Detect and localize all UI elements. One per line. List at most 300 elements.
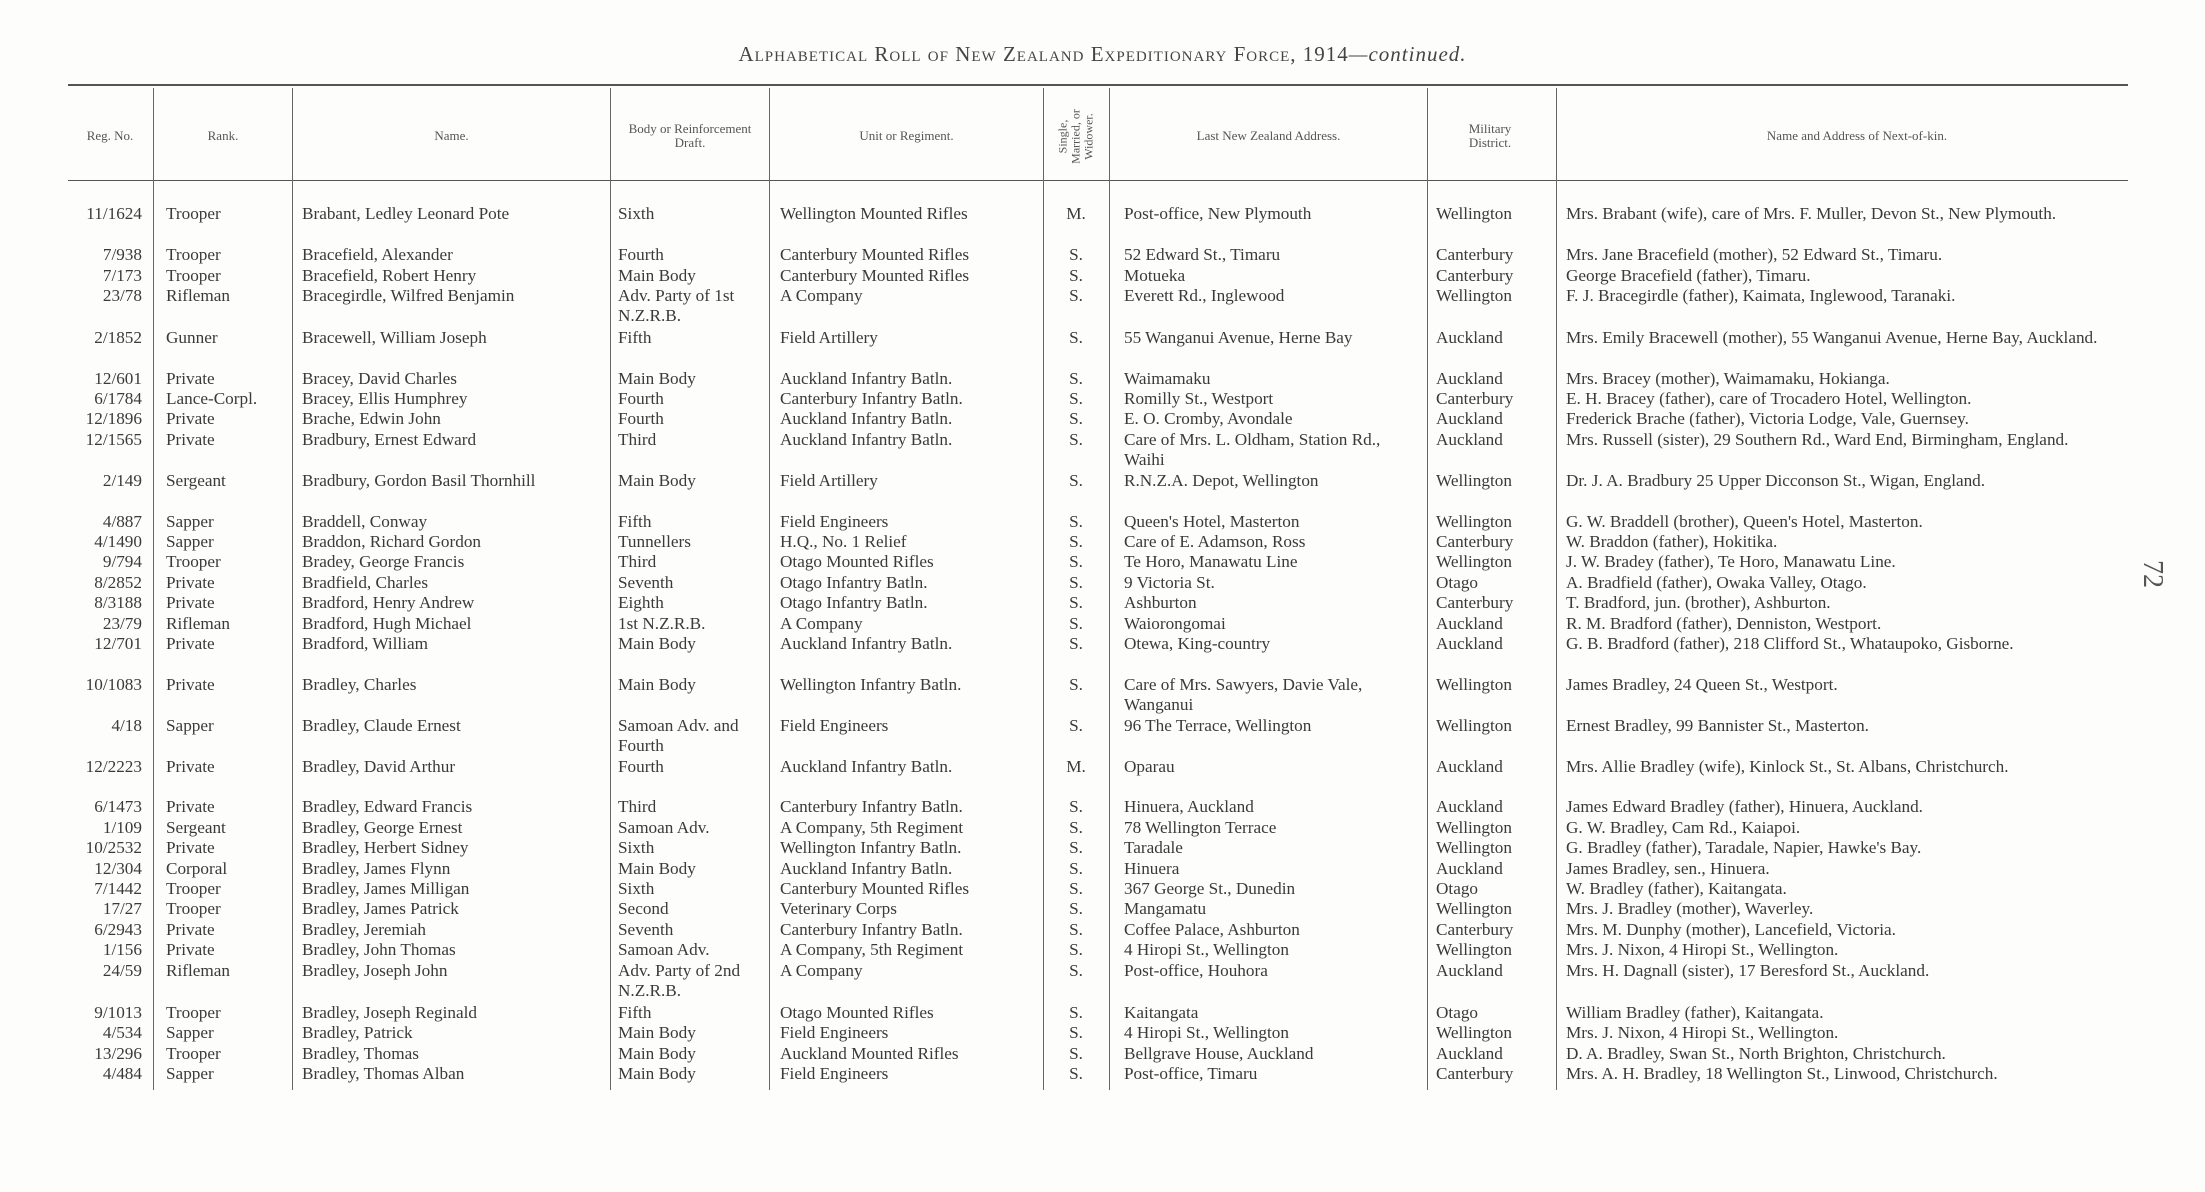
cell-reg-no: 4/484 xyxy=(102,1064,142,1083)
cell-address: Romilly St., Westport xyxy=(1124,389,1274,408)
cell-body-draft: Sixth xyxy=(618,879,655,898)
cell-rank: Trooper xyxy=(166,266,221,285)
table-row xyxy=(0,1003,2205,1023)
cell-reg-no: 12/601 xyxy=(94,369,142,388)
cell-name: Bradford, Henry Andrew xyxy=(302,593,475,612)
cell-unit: Wellington Mounted Rifles xyxy=(780,204,968,223)
cell-marital: S. xyxy=(1069,266,1083,285)
cell-body-draft: 1st N.Z.R.B. xyxy=(618,614,706,633)
cell-district: Wellington xyxy=(1436,675,1512,694)
cell-unit: Field Engineers xyxy=(780,1064,889,1083)
cell-next-of-kin: G. W. Bradley, Cam Rd., Kaiapoi. xyxy=(1566,818,1801,837)
cell-unit: A Company, 5th Regiment xyxy=(780,940,964,959)
cell-unit: Canterbury Infantry Batln. xyxy=(780,797,963,816)
cell-body-draft: Sixth xyxy=(618,838,655,857)
cell-rank: Rifleman xyxy=(166,961,230,980)
cell-marital: M. xyxy=(1066,204,1086,223)
table-row xyxy=(0,899,2205,919)
cell-next-of-kin: G. Bradley (father), Taradale, Napier, Hawke's Bay. xyxy=(1566,838,1922,857)
cell-marital: S. xyxy=(1069,286,1083,305)
cell-body-draft: Main Body xyxy=(618,471,696,490)
cell-name: Bradley, David Arthur xyxy=(302,757,456,776)
cell-unit: Auckland Mounted Rifles xyxy=(780,1044,959,1063)
cell-address: Ashburton xyxy=(1124,593,1197,612)
cell-unit: H.Q., No. 1 Relief xyxy=(780,532,907,551)
cell-name: Bradley, Thomas xyxy=(302,1044,419,1063)
cell-address: Post-office, New Plymouth xyxy=(1124,204,1312,223)
cell-district: Wellington xyxy=(1436,286,1512,305)
cell-unit: Canterbury Infantry Batln. xyxy=(780,389,963,408)
table-row xyxy=(0,573,2205,593)
cell-marital: S. xyxy=(1069,634,1083,653)
cell-district: Wellington xyxy=(1436,552,1512,571)
cell-reg-no: 6/1473 xyxy=(94,797,142,816)
cell-name: Bracewell, William Joseph xyxy=(302,328,487,347)
cell-body-draft: Samoan Adv. xyxy=(618,818,710,837)
cell-district: Otago xyxy=(1436,1003,1479,1022)
cell-district: Auckland xyxy=(1436,859,1503,878)
cell-reg-no: 8/2852 xyxy=(94,573,142,592)
cell-rank: Private xyxy=(166,675,215,694)
cell-marital: S. xyxy=(1069,838,1083,857)
cell-rank: Private xyxy=(166,634,215,653)
cell-district: Canterbury xyxy=(1436,532,1514,551)
table-row xyxy=(0,757,2205,777)
cell-name: Bradley, Claude Ernest xyxy=(302,716,461,735)
header-name: Name. xyxy=(434,128,469,143)
cell-next-of-kin: Mrs. J. Nixon, 4 Hiropi St., Wellington. xyxy=(1566,940,1839,959)
table-row xyxy=(0,838,2205,858)
cell-address: Care of Mrs. Sawyers, Davie Vale, Wanganui xyxy=(1124,675,1363,714)
cell-rank: Trooper xyxy=(166,899,221,918)
cell-marital: S. xyxy=(1069,409,1083,428)
table-row xyxy=(0,961,2205,1000)
cell-rank: Private xyxy=(166,430,215,449)
table-row xyxy=(0,1064,2205,1084)
cell-next-of-kin: Mrs. Bracey (mother), Waimamaku, Hokianga. xyxy=(1566,369,1890,388)
cell-reg-no: 4/1490 xyxy=(94,532,142,551)
cell-next-of-kin: G. W. Braddell (brother), Queen's Hotel, Masterton. xyxy=(1566,512,1923,531)
cell-marital: S. xyxy=(1069,920,1083,939)
cell-next-of-kin: James Edward Bradley (father), Hinuera, Auckland. xyxy=(1566,797,1923,816)
cell-next-of-kin: D. A. Bradley, Swan St., North Brighton, Christchurch. xyxy=(1566,1044,1946,1063)
cell-district: Canterbury xyxy=(1436,1064,1514,1083)
cell-reg-no: 6/1784 xyxy=(94,389,142,408)
cell-reg-no: 2/149 xyxy=(102,471,142,490)
cell-body-draft: Main Body xyxy=(618,266,696,285)
cell-marital: S. xyxy=(1069,899,1083,918)
header-marital: Single, Married, or Widower. xyxy=(1055,108,1096,164)
cell-reg-no: 1/156 xyxy=(102,940,142,959)
cell-body-draft: Main Body xyxy=(618,634,696,653)
cell-address: 9 Victoria St. xyxy=(1124,573,1215,592)
cell-next-of-kin: R. M. Bradford (father), Denniston, Westport. xyxy=(1566,614,1882,633)
cell-marital: S. xyxy=(1069,573,1083,592)
cell-district: Auckland xyxy=(1436,797,1503,816)
cell-name: Brabant, Ledley Leonard Pote xyxy=(302,204,510,223)
cell-reg-no: 8/3188 xyxy=(94,593,142,612)
cell-unit: Canterbury Mounted Rifles xyxy=(780,879,970,898)
table-row xyxy=(0,940,2205,960)
cell-address: Otewa, King-country xyxy=(1124,634,1271,653)
cell-reg-no: 9/1013 xyxy=(94,1003,142,1022)
table-row xyxy=(0,634,2205,654)
cell-reg-no: 6/2943 xyxy=(94,920,142,939)
cell-rank: Sergeant xyxy=(166,818,226,837)
cell-reg-no: 7/1442 xyxy=(94,879,142,898)
cell-next-of-kin: Mrs. A. H. Bradley, 18 Wellington St., Linwood, Christchurch. xyxy=(1566,1064,1998,1083)
cell-address: Post-office, Houhora xyxy=(1124,961,1268,980)
cell-marital: S. xyxy=(1069,512,1083,531)
cell-marital: S. xyxy=(1069,430,1083,449)
cell-marital: S. xyxy=(1069,471,1083,490)
cell-next-of-kin: Mrs. Emily Bracewell (mother), 55 Wanganui Avenue, Herne Bay, Auckland. xyxy=(1566,328,2098,347)
cell-rank: Rifleman xyxy=(166,286,230,305)
cell-district: Canterbury xyxy=(1436,920,1514,939)
cell-unit: Field Engineers xyxy=(780,716,889,735)
cell-body-draft: Main Body xyxy=(618,1044,696,1063)
cell-address: E. O. Cromby, Avondale xyxy=(1124,409,1293,428)
cell-next-of-kin: Mrs. Allie Bradley (wife), Kinlock St., St. Albans, Christchurch. xyxy=(1566,757,2009,776)
cell-rank: Trooper xyxy=(166,245,221,264)
cell-unit: Wellington Infantry Batln. xyxy=(780,838,962,857)
cell-name: Bradley, James Flynn xyxy=(302,859,451,878)
cell-unit: Field Engineers xyxy=(780,512,889,531)
cell-address: Motueka xyxy=(1124,266,1186,285)
cell-reg-no: 4/534 xyxy=(102,1023,142,1042)
cell-rank: Private xyxy=(166,940,215,959)
cell-name: Bradley, George Ernest xyxy=(302,818,463,837)
cell-address: 367 George St., Dunedin xyxy=(1124,879,1296,898)
cell-unit: Otago Infantry Batln. xyxy=(780,593,928,612)
page-title xyxy=(0,42,2205,67)
cell-body-draft: Main Body xyxy=(618,859,696,878)
table-row xyxy=(0,920,2205,940)
cell-body-draft: Third xyxy=(618,552,657,571)
cell-address: Post-office, Timaru xyxy=(1124,1064,1258,1083)
header-body-draft: Body or Reinforcement Draft. xyxy=(628,121,752,150)
table-row xyxy=(0,328,2205,348)
cell-marital: S. xyxy=(1069,940,1083,959)
cell-unit: Auckland Infantry Batln. xyxy=(780,409,953,428)
cell-name: Bracefield, Robert Henry xyxy=(302,266,477,285)
cell-name: Bradley, James Milligan xyxy=(302,879,470,898)
cell-next-of-kin: Mrs. Jane Bracefield (mother), 52 Edward St., Timaru. xyxy=(1566,245,1943,264)
cell-body-draft: Main Body xyxy=(618,369,696,388)
cell-reg-no: 12/701 xyxy=(94,634,142,653)
cell-name: Bradey, George Francis xyxy=(302,552,465,571)
cell-address: Everett Rd., Inglewood xyxy=(1124,286,1285,305)
table-row xyxy=(0,512,2205,532)
table-row xyxy=(0,552,2205,572)
header-rank: Rank. xyxy=(207,128,239,143)
cell-district: Otago xyxy=(1436,573,1479,592)
header-bottom-rule xyxy=(68,180,2128,181)
cell-unit: Canterbury Infantry Batln. xyxy=(780,920,963,939)
table-row xyxy=(0,245,2205,265)
cell-body-draft: Seventh xyxy=(618,920,674,939)
cell-name: Bracegirdle, Wilfred Benjamin xyxy=(302,286,515,305)
cell-district: Auckland xyxy=(1436,757,1503,776)
cell-name: Bradley, Joseph Reginald xyxy=(302,1003,478,1022)
cell-rank: Rifleman xyxy=(166,614,230,633)
cell-reg-no: 10/2532 xyxy=(85,838,142,857)
table-row xyxy=(0,204,2205,224)
cell-body-draft: Main Body xyxy=(618,1064,696,1083)
cell-rank: Private xyxy=(166,920,215,939)
cell-unit: A Company, 5th Regiment xyxy=(780,818,964,837)
cell-marital: S. xyxy=(1069,879,1083,898)
cell-district: Wellington xyxy=(1436,1023,1512,1042)
cell-body-draft: Main Body xyxy=(618,675,696,694)
header-district: Military District. xyxy=(1468,121,1512,150)
header-address: Last New Zealand Address. xyxy=(1196,128,1341,143)
cell-unit: Auckland Infantry Batln. xyxy=(780,369,953,388)
cell-unit: Veterinary Corps xyxy=(780,899,897,918)
cell-next-of-kin: Mrs. Brabant (wife), care of Mrs. F. Muller, Devon St., New Plymouth. xyxy=(1566,204,2057,223)
cell-rank: Trooper xyxy=(166,1003,221,1022)
cell-reg-no: 9/794 xyxy=(102,552,142,571)
cell-next-of-kin: Dr. J. A. Bradbury 25 Upper Dicconson St., Wigan, England. xyxy=(1566,471,1986,490)
cell-unit: Auckland Infantry Batln. xyxy=(780,757,953,776)
cell-reg-no: 12/2223 xyxy=(85,757,142,776)
cell-body-draft: Second xyxy=(618,899,669,918)
cell-district: Wellington xyxy=(1436,818,1512,837)
cell-name: Bradbury, Ernest Edward xyxy=(302,430,477,449)
cell-body-draft: Fifth xyxy=(618,512,652,531)
table-row xyxy=(0,1023,2205,1043)
cell-rank: Corporal xyxy=(166,859,228,878)
cell-reg-no: 17/27 xyxy=(102,899,142,918)
cell-marital: S. xyxy=(1069,961,1083,980)
cell-name: Bradley, Charles xyxy=(302,675,417,694)
cell-marital: S. xyxy=(1069,245,1083,264)
cell-rank: Private xyxy=(166,838,215,857)
cell-reg-no: 12/1565 xyxy=(85,430,142,449)
cell-district: Wellington xyxy=(1436,512,1512,531)
cell-name: Bradfield, Charles xyxy=(302,573,429,592)
cell-rank: Private xyxy=(166,409,215,428)
cell-unit: A Company xyxy=(780,614,863,633)
cell-unit: Auckland Infantry Batln. xyxy=(780,430,953,449)
cell-rank: Sapper xyxy=(166,716,214,735)
cell-address: Oparau xyxy=(1124,757,1175,776)
cell-unit: A Company xyxy=(780,286,863,305)
cell-body-draft: Main Body xyxy=(618,1023,696,1042)
cell-name: Bradley, John Thomas xyxy=(302,940,456,959)
cell-rank: Private xyxy=(166,797,215,816)
cell-marital: S. xyxy=(1069,593,1083,612)
table-row xyxy=(0,859,2205,879)
cell-body-draft: Adv. Party of 2nd N.Z.R.B. xyxy=(618,961,741,1000)
cell-marital: S. xyxy=(1069,818,1083,837)
cell-body-draft: Seventh xyxy=(618,573,674,592)
table-row xyxy=(0,716,2205,755)
cell-name: Braddell, Conway xyxy=(302,512,428,531)
cell-next-of-kin: F. J. Bracegirdle (father), Kaimata, Inglewood, Taranaki. xyxy=(1566,286,1956,305)
table-row xyxy=(0,266,2205,286)
cell-district: Auckland xyxy=(1436,369,1503,388)
cell-body-draft: Fourth xyxy=(618,757,664,776)
table-row xyxy=(0,286,2205,325)
cell-name: Bradley, Patrick xyxy=(302,1023,413,1042)
cell-district: Auckland xyxy=(1436,961,1503,980)
cell-name: Bracey, Ellis Humphrey xyxy=(302,389,468,408)
cell-address: Care of E. Adamson, Ross xyxy=(1124,532,1306,551)
table-row xyxy=(0,409,2205,429)
cell-address: Waiorongomai xyxy=(1124,614,1226,633)
cell-body-draft: Third xyxy=(618,797,657,816)
cell-name: Bradley, Herbert Sidney xyxy=(302,838,469,857)
cell-rank: Lance-Corpl. xyxy=(166,389,258,408)
cell-next-of-kin: Mrs. J. Nixon, 4 Hiropi St., Wellington. xyxy=(1566,1023,1839,1042)
cell-name: Bracey, David Charles xyxy=(302,369,457,388)
cell-reg-no: 7/173 xyxy=(102,266,142,285)
cell-next-of-kin: Mrs. M. Dunphy (mother), Lancefield, Victoria. xyxy=(1566,920,1896,939)
cell-rank: Gunner xyxy=(166,328,218,347)
cell-rank: Trooper xyxy=(166,879,221,898)
cell-address: Kaitangata xyxy=(1124,1003,1199,1022)
cell-rank: Private xyxy=(166,593,215,612)
cell-next-of-kin: George Bracefield (father), Timaru. xyxy=(1566,266,1811,285)
cell-rank: Sapper xyxy=(166,532,214,551)
cell-marital: S. xyxy=(1069,1023,1083,1042)
cell-name: Bracefield, Alexander xyxy=(302,245,453,264)
cell-reg-no: 4/18 xyxy=(111,716,142,735)
cell-reg-no: 1/109 xyxy=(102,818,142,837)
cell-district: Auckland xyxy=(1436,430,1503,449)
table-row xyxy=(0,369,2205,389)
cell-reg-no: 23/79 xyxy=(102,614,142,633)
page-number: 72 xyxy=(2137,560,2168,588)
cell-marital: M. xyxy=(1066,757,1086,776)
cell-reg-no: 11/1624 xyxy=(86,204,142,223)
cell-marital: S. xyxy=(1069,552,1083,571)
cell-name: Bradley, Jeremiah xyxy=(302,920,426,939)
cell-name: Bradley, Thomas Alban xyxy=(302,1064,465,1083)
cell-district: Canterbury xyxy=(1436,389,1514,408)
cell-next-of-kin: Mrs. J. Bradley (mother), Waverley. xyxy=(1566,899,1814,918)
title-text: Alphabetical Roll of New Zealand Expeditionary Force, 1914 xyxy=(738,42,1349,66)
cell-body-draft: Samoan Adv. xyxy=(618,940,710,959)
cell-body-draft: Eighth xyxy=(618,593,664,612)
cell-name: Bradley, Edward Francis xyxy=(302,797,473,816)
cell-next-of-kin: Ernest Bradley, 99 Bannister St., Masterton. xyxy=(1566,716,1869,735)
header-top-rule xyxy=(68,84,2128,86)
cell-rank: Trooper xyxy=(166,1044,221,1063)
cell-marital: S. xyxy=(1069,369,1083,388)
table-row xyxy=(0,879,2205,899)
cell-next-of-kin: James Bradley, sen., Hinuera. xyxy=(1566,859,1770,878)
cell-next-of-kin: G. B. Bradford (father), 218 Clifford St., Whataupoko, Gisborne. xyxy=(1566,634,2014,653)
cell-rank: Trooper xyxy=(166,552,221,571)
cell-district: Wellington xyxy=(1436,471,1512,490)
cell-rank: Sapper xyxy=(166,1064,214,1083)
cell-district: Wellington xyxy=(1436,899,1512,918)
cell-body-draft: Fourth xyxy=(618,409,664,428)
cell-reg-no: 10/1083 xyxy=(85,675,142,694)
table-row xyxy=(0,471,2205,491)
cell-body-draft: Fourth xyxy=(618,389,664,408)
cell-district: Auckland xyxy=(1436,328,1503,347)
cell-next-of-kin: Mrs. Russell (sister), 29 Southern Rd., Ward End, Birmingham, England. xyxy=(1566,430,2069,449)
cell-reg-no: 12/304 xyxy=(94,859,142,878)
cell-rank: Private xyxy=(166,573,215,592)
cell-unit: Field Artillery xyxy=(780,471,878,490)
cell-next-of-kin: William Bradley (father), Kaitangata. xyxy=(1566,1003,1824,1022)
cell-body-draft: Third xyxy=(618,430,657,449)
cell-district: Auckland xyxy=(1436,1044,1503,1063)
cell-district: Wellington xyxy=(1436,838,1512,857)
cell-unit: Wellington Infantry Batln. xyxy=(780,675,962,694)
cell-body-draft: Fifth xyxy=(618,328,652,347)
cell-name: Bradford, Hugh Michael xyxy=(302,614,472,633)
cell-body-draft: Adv. Party of 1st N.Z.R.B. xyxy=(618,286,735,325)
cell-address: Waimamaku xyxy=(1124,369,1211,388)
cell-address: Te Horo, Manawatu Line xyxy=(1124,552,1298,571)
cell-marital: S. xyxy=(1069,532,1083,551)
cell-next-of-kin: J. W. Bradey (father), Te Horo, Manawatu Line. xyxy=(1566,552,1896,571)
cell-address: 55 Wanganui Avenue, Herne Bay xyxy=(1124,328,1353,347)
cell-body-draft: Fourth xyxy=(618,245,664,264)
cell-rank: Sapper xyxy=(166,1023,214,1042)
cell-address: Care of Mrs. L. Oldham, Station Rd., Waihi xyxy=(1124,430,1381,469)
title-continued: —continued. xyxy=(1348,42,1467,66)
cell-unit: Otago Infantry Batln. xyxy=(780,573,928,592)
cell-name: Bradley, Joseph John xyxy=(302,961,448,980)
cell-unit: Auckland Infantry Batln. xyxy=(780,634,953,653)
cell-reg-no: 2/1852 xyxy=(94,328,142,347)
table-row xyxy=(0,389,2205,409)
cell-unit: Otago Mounted Rifles xyxy=(780,552,934,571)
cell-name: Bradley, James Patrick xyxy=(302,899,459,918)
cell-next-of-kin: E. H. Bracey (father), care of Trocadero Hotel, Wellington. xyxy=(1566,389,1972,408)
cell-unit: Field Artillery xyxy=(780,328,878,347)
cell-unit: Auckland Infantry Batln. xyxy=(780,859,953,878)
cell-next-of-kin: W. Braddon (father), Hokitika. xyxy=(1566,532,1778,551)
cell-address: 4 Hiropi St., Wellington xyxy=(1124,940,1289,959)
cell-unit: Field Engineers xyxy=(780,1023,889,1042)
cell-marital: S. xyxy=(1069,1044,1083,1063)
cell-name: Bradford, William xyxy=(302,634,428,653)
cell-reg-no: 13/296 xyxy=(94,1044,142,1063)
table-row xyxy=(0,532,2205,552)
cell-address: Hinuera xyxy=(1124,859,1180,878)
cell-district: Canterbury xyxy=(1436,245,1514,264)
cell-unit: Canterbury Mounted Rifles xyxy=(780,266,970,285)
cell-body-draft: Sixth xyxy=(618,204,655,223)
cell-next-of-kin: Mrs. H. Dagnall (sister), 17 Beresford St., Auckland. xyxy=(1566,961,1930,980)
cell-address: Bellgrave House, Auckland xyxy=(1124,1044,1314,1063)
cell-unit: Canterbury Mounted Rifles xyxy=(780,245,970,264)
cell-marital: S. xyxy=(1069,1064,1083,1083)
cell-district: Wellington xyxy=(1436,940,1512,959)
cell-address: Queen's Hotel, Masterton xyxy=(1124,512,1300,531)
cell-reg-no: 12/1896 xyxy=(85,409,142,428)
cell-district: Auckland xyxy=(1436,614,1503,633)
cell-next-of-kin: James Bradley, 24 Queen St., Westport. xyxy=(1566,675,1838,694)
cell-next-of-kin: A. Bradfield (father), Owaka Valley, Otago. xyxy=(1566,573,1867,592)
cell-marital: S. xyxy=(1069,328,1083,347)
cell-rank: Sergeant xyxy=(166,471,226,490)
cell-district: Wellington xyxy=(1436,204,1512,223)
cell-next-of-kin: T. Bradford, jun. (brother), Ashburton. xyxy=(1566,593,1831,612)
cell-reg-no: 24/59 xyxy=(102,961,142,980)
cell-marital: S. xyxy=(1069,716,1083,735)
cell-district: Otago xyxy=(1436,879,1479,898)
table-row xyxy=(0,614,2205,634)
table-row xyxy=(0,797,2205,817)
